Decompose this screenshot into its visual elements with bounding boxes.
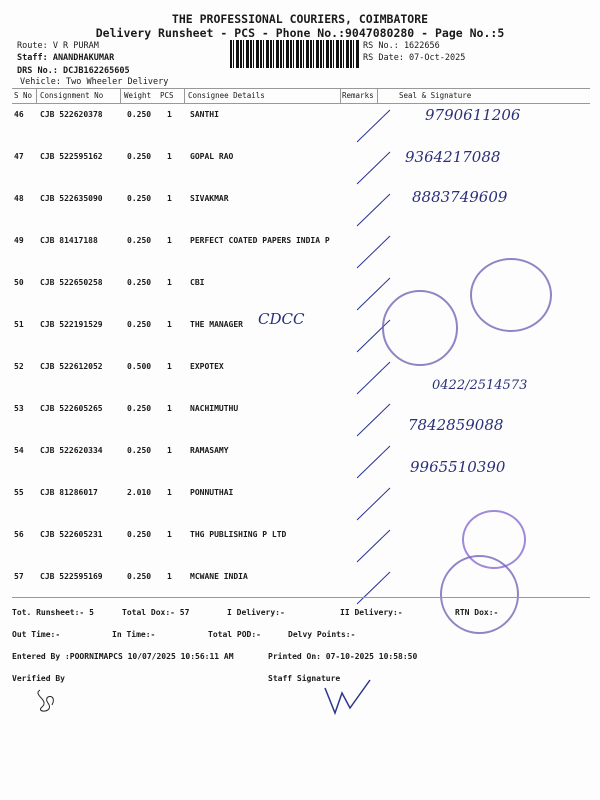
row-sno: 46 (14, 110, 24, 119)
row-consignment-no: CJB 81286017 (40, 488, 98, 497)
row-weight: 0.500 (127, 362, 152, 371)
printed-on: Printed On: 07-10-2025 10:58:50 (268, 652, 418, 661)
row-consignment-no: CJB 522605231 (40, 530, 103, 539)
drs-no: DRS No.: DCJB162265605 (17, 66, 130, 76)
entered-by: Entered By :POORNIMAPCS 10/07/2025 10:56:11 AM (12, 652, 234, 661)
row-consignment-no: CJB 522191529 (40, 320, 103, 329)
company-title: THE PROFESSIONAL COURIERS, COIMBATORE (171, 12, 429, 26)
runsheet-subtitle: Delivery Runsheet - PCS - Phone No.:9047080280 - Page No.:5 (95, 26, 505, 40)
delvy-points: Delvy Points:- (288, 630, 356, 639)
handwritten-phone-48: 8883749609 (412, 188, 508, 206)
row-sno: 53 (14, 404, 24, 413)
staff-signature-mark (320, 678, 380, 718)
company-stamp (440, 555, 519, 634)
row-pcs: 1 (167, 446, 172, 455)
rtn-dox: RTN Dox:- (455, 608, 499, 617)
row-consignee: GOPAL RAO (190, 152, 234, 161)
out-time: Out Time:- (12, 630, 61, 639)
col-pcs: PCS (160, 91, 174, 100)
barcode (230, 40, 360, 68)
row-consignment-no: CJB 522635090 (40, 194, 103, 203)
row-sno: 51 (14, 320, 24, 329)
ii-delivery: II Delivery:- (340, 608, 403, 617)
cdcc-stamp (382, 290, 458, 366)
verified-by: Verified By (12, 674, 65, 683)
remarks-slash-mark (352, 104, 392, 144)
handwritten-phone-46: 9790611206 (425, 106, 521, 124)
col-seal: Seal & Signature (399, 91, 472, 100)
row-pcs: 1 (167, 488, 172, 497)
row-pcs: 1 (167, 572, 172, 581)
row-sno: 57 (14, 572, 24, 581)
row-consignment-no: CJB 522605265 (40, 404, 103, 413)
row-weight: 0.250 (127, 236, 152, 245)
row-pcs: 1 (167, 278, 172, 287)
handwritten-phone-53: 7842859088 (408, 416, 504, 434)
row-consignment-no: CJB 522620334 (40, 446, 103, 455)
row-consignee: THE MANAGER (190, 320, 243, 329)
row-weight: 0.250 (127, 572, 152, 581)
row-pcs: 1 (167, 236, 172, 245)
vehicle: Vehicle: Two Wheeler Delivery (20, 77, 169, 87)
row-weight: 0.250 (127, 110, 152, 119)
row-consignee: RAMASAMY (190, 446, 229, 455)
rs-no: RS No.: 1622656 (363, 41, 440, 51)
row-sno: 52 (14, 362, 24, 371)
col-consignment: Consignment No (40, 91, 104, 100)
handwritten-phone-47: 9364217088 (405, 148, 501, 166)
row-pcs: 1 (167, 362, 172, 371)
row-consignment-no: CJB 522612052 (40, 362, 103, 371)
remarks-slash-mark (352, 146, 392, 186)
remarks-slash-mark (352, 440, 392, 480)
remarks-slash-mark (352, 482, 392, 522)
tot-runsheet: Tot. Runsheet:- 5 (12, 608, 94, 617)
row-sno: 48 (14, 194, 24, 203)
row-pcs: 1 (167, 404, 172, 413)
row-sno: 50 (14, 278, 24, 287)
in-time: In Time:- (112, 630, 156, 639)
row-consignee: MCWANE INDIA (190, 572, 248, 581)
row-consignee: SIVAKMAR (190, 194, 229, 203)
verifier-signature (30, 685, 70, 715)
row-weight: 0.250 (127, 320, 152, 329)
row-weight: 0.250 (127, 194, 152, 203)
row-sno: 54 (14, 446, 24, 455)
col-sno: S No (14, 91, 33, 100)
table-row (12, 146, 590, 188)
row-sno: 56 (14, 530, 24, 539)
row-pcs: 1 (167, 110, 172, 119)
remarks-slash-mark (352, 398, 392, 438)
staff-signature: Staff Signature (268, 674, 341, 683)
row-consignee: EXPOTEX (190, 362, 224, 371)
purple-stamp (462, 510, 526, 569)
row-weight: 0.250 (127, 530, 152, 539)
i-delivery: I Delivery:- (227, 608, 285, 617)
row-consignee: THG PUBLISHING P LTD (190, 530, 287, 539)
remarks-slash-mark (352, 356, 392, 396)
row-weight: 0.250 (127, 278, 152, 287)
col-consignee: Consignee Details (188, 91, 265, 100)
rs-date: RS Date: 07-Oct-2025 (363, 53, 466, 63)
row-pcs: 1 (167, 320, 172, 329)
row-pcs: 1 (167, 530, 172, 539)
row-consignment-no: CJB 522595162 (40, 152, 103, 161)
col-weight: Weight (124, 91, 152, 100)
row-consignee: SANTHI (190, 110, 219, 119)
table-header (12, 88, 590, 104)
row-consignment-no: CJB 522595169 (40, 572, 103, 581)
handwritten-phone-54: 9965510390 (410, 458, 506, 476)
remarks-slash-mark (352, 230, 392, 270)
row-consignee: PONNUTHAI (190, 488, 234, 497)
row-weight: 0.250 (127, 152, 152, 161)
remarks-slash-mark (352, 524, 392, 564)
row-consignee: CBI (190, 278, 205, 287)
row-sno: 49 (14, 236, 24, 245)
row-pcs: 1 (167, 194, 172, 203)
row-pcs: 1 (167, 152, 172, 161)
total-dox: Total Dox:- 57 (122, 608, 190, 617)
row-consignee: PERFECT COATED PAPERS INDIA P (190, 236, 330, 245)
total-pod: Total POD:- (208, 630, 261, 639)
row-sno: 55 (14, 488, 24, 497)
route: Route: V R PURAM (17, 41, 99, 51)
handwritten-phone-52: 0422/2514573 (432, 378, 528, 393)
remarks-slash-mark (352, 188, 392, 228)
row-consignment-no: CJB 522620378 (40, 110, 103, 119)
row-consignee: NACHIMUTHU (190, 404, 239, 413)
row-consignment-no: CJB 522650258 (40, 278, 103, 287)
row-weight: 0.250 (127, 404, 152, 413)
remarks-slash-mark (352, 272, 392, 312)
row-consignment-no: CJB 81417188 (40, 236, 98, 245)
row-weight: 0.250 (127, 446, 152, 455)
remarks-slash-mark (352, 566, 392, 606)
row-sno: 47 (14, 152, 24, 161)
staff: Staff: ANANDHAKUMAR (17, 53, 115, 63)
delivery-stamp (470, 258, 552, 332)
row-weight: 2.010 (127, 488, 152, 497)
col-remarks: Remarks (342, 91, 374, 100)
handwritten-cdcc: CDCC (258, 310, 305, 328)
